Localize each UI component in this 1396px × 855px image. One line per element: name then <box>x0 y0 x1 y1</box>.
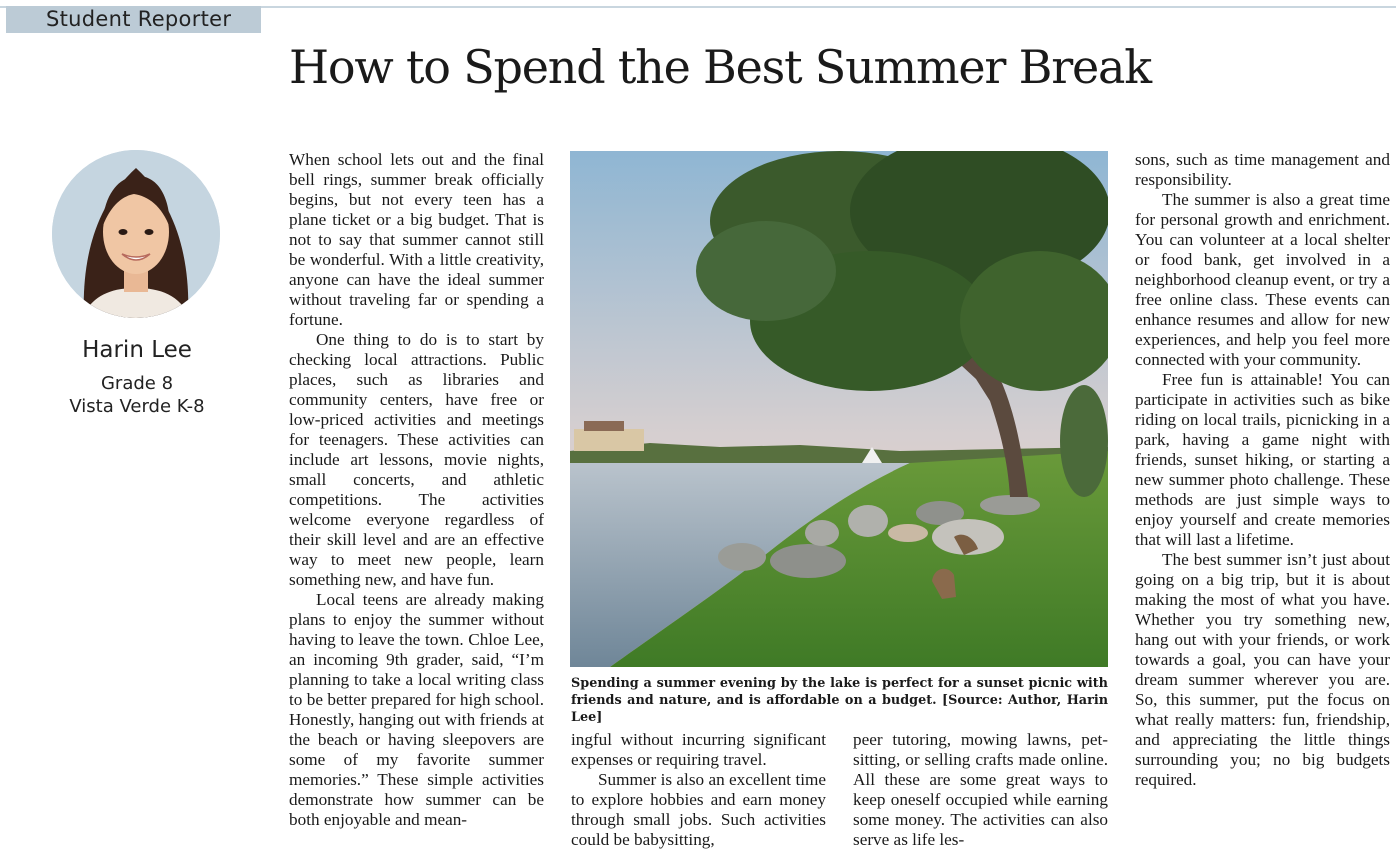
photo-caption: Spending a summer evening by the lake is perfect for a sunset picnic with friends and nature, and is affordable on a budget. [Source: Author, Harin Lee] <box>571 676 1108 725</box>
author-photo <box>52 150 220 318</box>
paragraph: The best summer isn’t just about going on a big trip, but it is about making the most of what you have. Whether you try something new, hang out with your friends, or work towards a goal, you can have your dream summer wherever you are. So, this summer, put the focus on what really matters: fun, friendship, and appreciating the little things surrounding you; no big budgets required. <box>1135 550 1390 789</box>
article-column-4 <box>1135 150 1390 855</box>
paragraph: sons, such as time management and responsibility. <box>1135 150 1390 189</box>
lake-photo <box>570 151 1108 667</box>
headline: How to Spend the Best Summer Break <box>289 40 1151 94</box>
paragraph: Free fun is attainable! You can participate in activities such as bike riding on local trails, picnicking in a park, having a game night with friends, sunset hiking, or starting a new summer photo challenge. These methods are just simple ways to enjoy yourself and create memories that will last a lifetime. <box>1135 370 1390 549</box>
paragraph: The summer is also a great time for personal growth and enrichment. You can volunteer at a local shelter or food bank, get involved in a neighborhood cleanup event, or try a free online class. These events can enhance resumes and allow for new experiences, and help you feel more connected with your community. <box>1135 190 1390 369</box>
paragraph: Local teens are already making plans to enjoy the summer without having to leave the town. Chloe Lee, an incoming 9th grader, said, “I’m planning to take a local writing class to be better prepared for high school. Honestly, hanging out with friends at the beach or having sleepovers are some of my favorite summer memories.” These simple activities demonstrate how summer can be both enjoyable and mean- <box>289 590 544 829</box>
author-school: Vista Verde K-8 <box>69 396 205 417</box>
author-name: Harin Lee <box>82 337 192 363</box>
article-column-1 <box>289 150 544 855</box>
paragraph: peer tutoring, mowing lawns, pet-sitting, or selling crafts made online. All these are some great ways to keep oneself occupied while earning some money. The activities can also serve as life les- <box>853 730 1108 849</box>
article-column-2a <box>571 730 826 855</box>
paragraph: Summer is also an excellent time to explore hobbies and earn money through small jobs. Such activities could be babysitting, <box>571 770 826 849</box>
article-column-2b <box>853 730 1108 855</box>
paragraph: When school lets out and the final bell rings, summer break officially begins, but not every teen has a plane ticket or a big budget. That is not to say that summer cannot still be wonderful. With a little creativity, anyone can have the ideal summer without traveling far or spending a fortune. <box>289 150 544 329</box>
section-tag: Student Reporter <box>6 6 261 33</box>
paragraph: ingful without incurring significant expenses or requiring travel. <box>571 730 826 769</box>
paragraph: One thing to do is to start by checking local attractions. Public places, such as libraries and community centers, have free or low-priced activities and meetings for teenagers. These activities can include art lessons, movie nights, small concerts, and athletic competitions. The activities welcome everyone regardless of their skill level and are an effective way to meet new people, learn something new, and have fun. <box>289 330 544 589</box>
author-grade: Grade 8 <box>100 373 174 394</box>
